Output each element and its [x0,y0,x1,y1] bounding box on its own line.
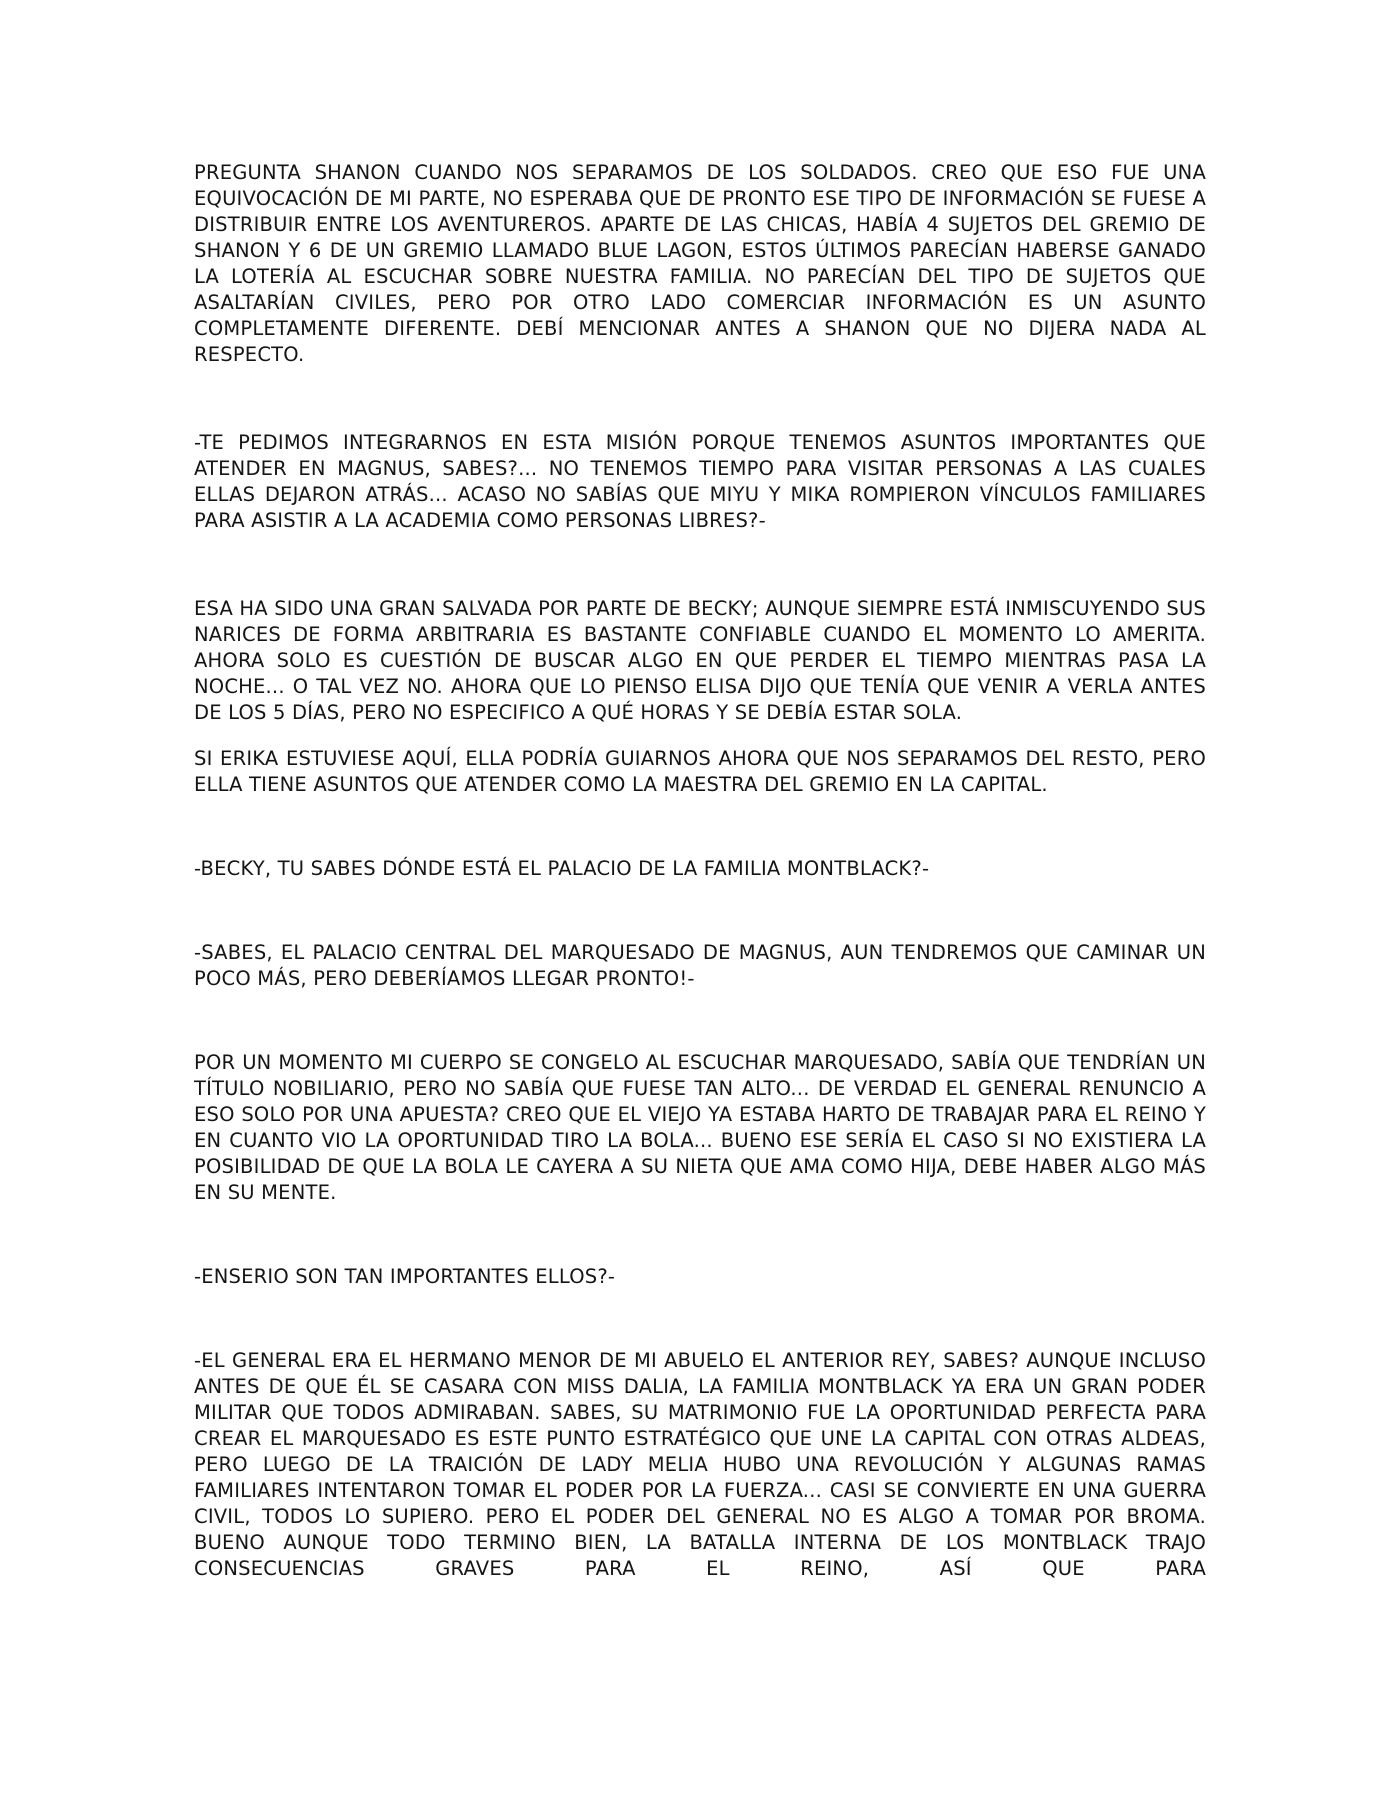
paragraph-narration-3: SI ERIKA ESTUVIESE AQUÍ, ELLA PODRÍA GUIARNOS AHORA QUE NOS SEPARAMOS DEL RESTO, PERO ELLA TIENE ASUNTOS QUE ATENDER COMO LA MAESTRA DEL GREMIO EN LA CAPITAL. [194,747,1206,796]
paragraph-dialogue-question-2: -ENSERIO SON TAN IMPORTANTES ELLOS?- [194,1265,616,1288]
paragraph-narration-1: PREGUNTA SHANON CUANDO NOS SEPARAMOS DE LOS SOLDADOS. CREO QUE ESO FUE UNA EQUIVOCACIÓN DE MI PARTE, NO ESPERABA QUE DE PRONTO ESE TIPO DE INFORMACIÓN SE FUESE A DISTRIBUIR ENTRE LOS AVENTUREROS. APARTE DE LAS CHICAS, HABÍA 4 SUJETOS DEL GREMIO DE SHANON Y 6 DE UN GREMIO LLAMADO BLUE LAGON, ESTOS ÚLTIMOS PARECÍAN HABERSE GANADO LA LOTERÍA AL ESCUCHAR SOBRE NUESTRA FAMILIA. NO PARECÍAN DEL TIPO DE SUJETOS QUE ASALTARÍAN CIVILES, PERO POR OTRO LADO COMERCIAR INFORMACIÓN ES UN ASUNTO COMPLETAMENTE DIFERENTE. DEBÍ MENCIONAR ANTES A SHANON QUE NO DIJERA NADA AL RESPECTO. [194,161,1206,366]
paragraph-narration-4: POR UN MOMENTO MI CUERPO SE CONGELO AL ESCUCHAR MARQUESADO, SABÍA QUE TENDRÍAN UN TÍTULO NOBILIARIO, PERO NO SABÍA QUE FUESE TAN ALTO... DE VERDAD EL GENERAL RENUNCIO A ESO SOLO POR UNA APUESTA? CREO QUE EL VIEJO YA ESTABA HARTO DE TRABAJAR PARA EL REINO Y EN CUANTO VIO LA OPORTUNIDAD TIRO LA BOLA... BUENO ESE SERÍA EL CASO SI NO EXISTIERA LA POSIBILIDAD DE QUE LA BOLA LE CAYERA A SU NIETA QUE AMA COMO HIJA, DEBE HABER ALGO MÁS EN SU MENTE. [194,1051,1206,1204]
document-body [194,160,1206,1582]
paragraph-dialogue-becky-1: -TE PEDIMOS INTEGRARNOS EN ESTA MISIÓN PORQUE TENEMOS ASUNTOS IMPORTANTES QUE ATENDER EN MAGNUS, SABES?... NO TENEMOS TIEMPO PARA VISITAR PERSONAS A LAS CUALES ELLAS DEJARON ATRÁS... ACASO NO SABÍAS QUE MIYU Y MIKA ROMPIERON VÍNCULOS FAMILIARES PARA ASISTIR A LA ACADEMIA COMO PERSONAS LIBRES?- [194,431,1206,532]
paragraph-dialogue-becky-3: -EL GENERAL ERA EL HERMANO MENOR DE MI ABUELO EL ANTERIOR REY, SABES? AUNQUE INCLUSO ANTES DE QUE ÉL SE CASARA CON MISS DALIA, LA FAMILIA MONTBLACK YA ERA UN GRAN PODER MILITAR QUE TODOS ADMIRABAN. SABES, SU MATRIMONIO FUE LA OPORTUNIDAD PERFECTA PARA CREAR EL MARQUESADO ES ESTE PUNTO ESTRATÉGICO QUE UNE LA CAPITAL CON OTRAS ALDEAS, PERO LUEGO DE LA TRAICIÓN DE LADY MELIA HUBO UNA REVOLUCIÓN Y ALGUNAS RAMAS FAMILIARES INTENTARON TOMAR EL PODER POR LA FUERZA... CASI SE CONVIERTE EN UNA GUERRA CIVIL, TODOS LO SUPIERO. PERO EL PODER DEL GENERAL NO ES ALGO A TOMAR POR BROMA. BUENO AUNQUE TODO TERMINO BIEN, LA BATALLA INTERNA DE LOS MONTBLACK TRAJO CONSECUENCIAS GRAVES PARA EL REINO, ASÍ QUE PARA [194,1349,1206,1580]
paragraph-narration-2: ESA HA SIDO UNA GRAN SALVADA POR PARTE DE BECKY; AUNQUE SIEMPRE ESTÁ INMISCUYENDO SUS NARICES DE FORMA ARBITRARIA ES BASTANTE CONFIABLE CUANDO EL MOMENTO LO AMERITA. AHORA SOLO ES CUESTIÓN DE BUSCAR ALGO EN QUE PERDER EL TIEMPO MIENTRAS PASA LA NOCHE... O TAL VEZ NO. AHORA QUE LO PIENSO ELISA DIJO QUE TENÍA QUE VENIR A VERLA ANTES DE LOS 5 DÍAS, PERO NO ESPECIFICO A QUÉ HORAS Y SE DEBÍA ESTAR SOLA. [194,597,1206,724]
paragraph-dialogue-question: -BECKY, TU SABES DÓNDE ESTÁ EL PALACIO DE LA FAMILIA MONTBLACK?- [194,857,930,880]
paragraph-dialogue-becky-2: -SABES, EL PALACIO CENTRAL DEL MARQUESADO DE MAGNUS, AUN TENDREMOS QUE CAMINAR UN POCO MÁS, PERO DEBERÍAMOS LLEGAR PRONTO!- [194,941,1206,990]
